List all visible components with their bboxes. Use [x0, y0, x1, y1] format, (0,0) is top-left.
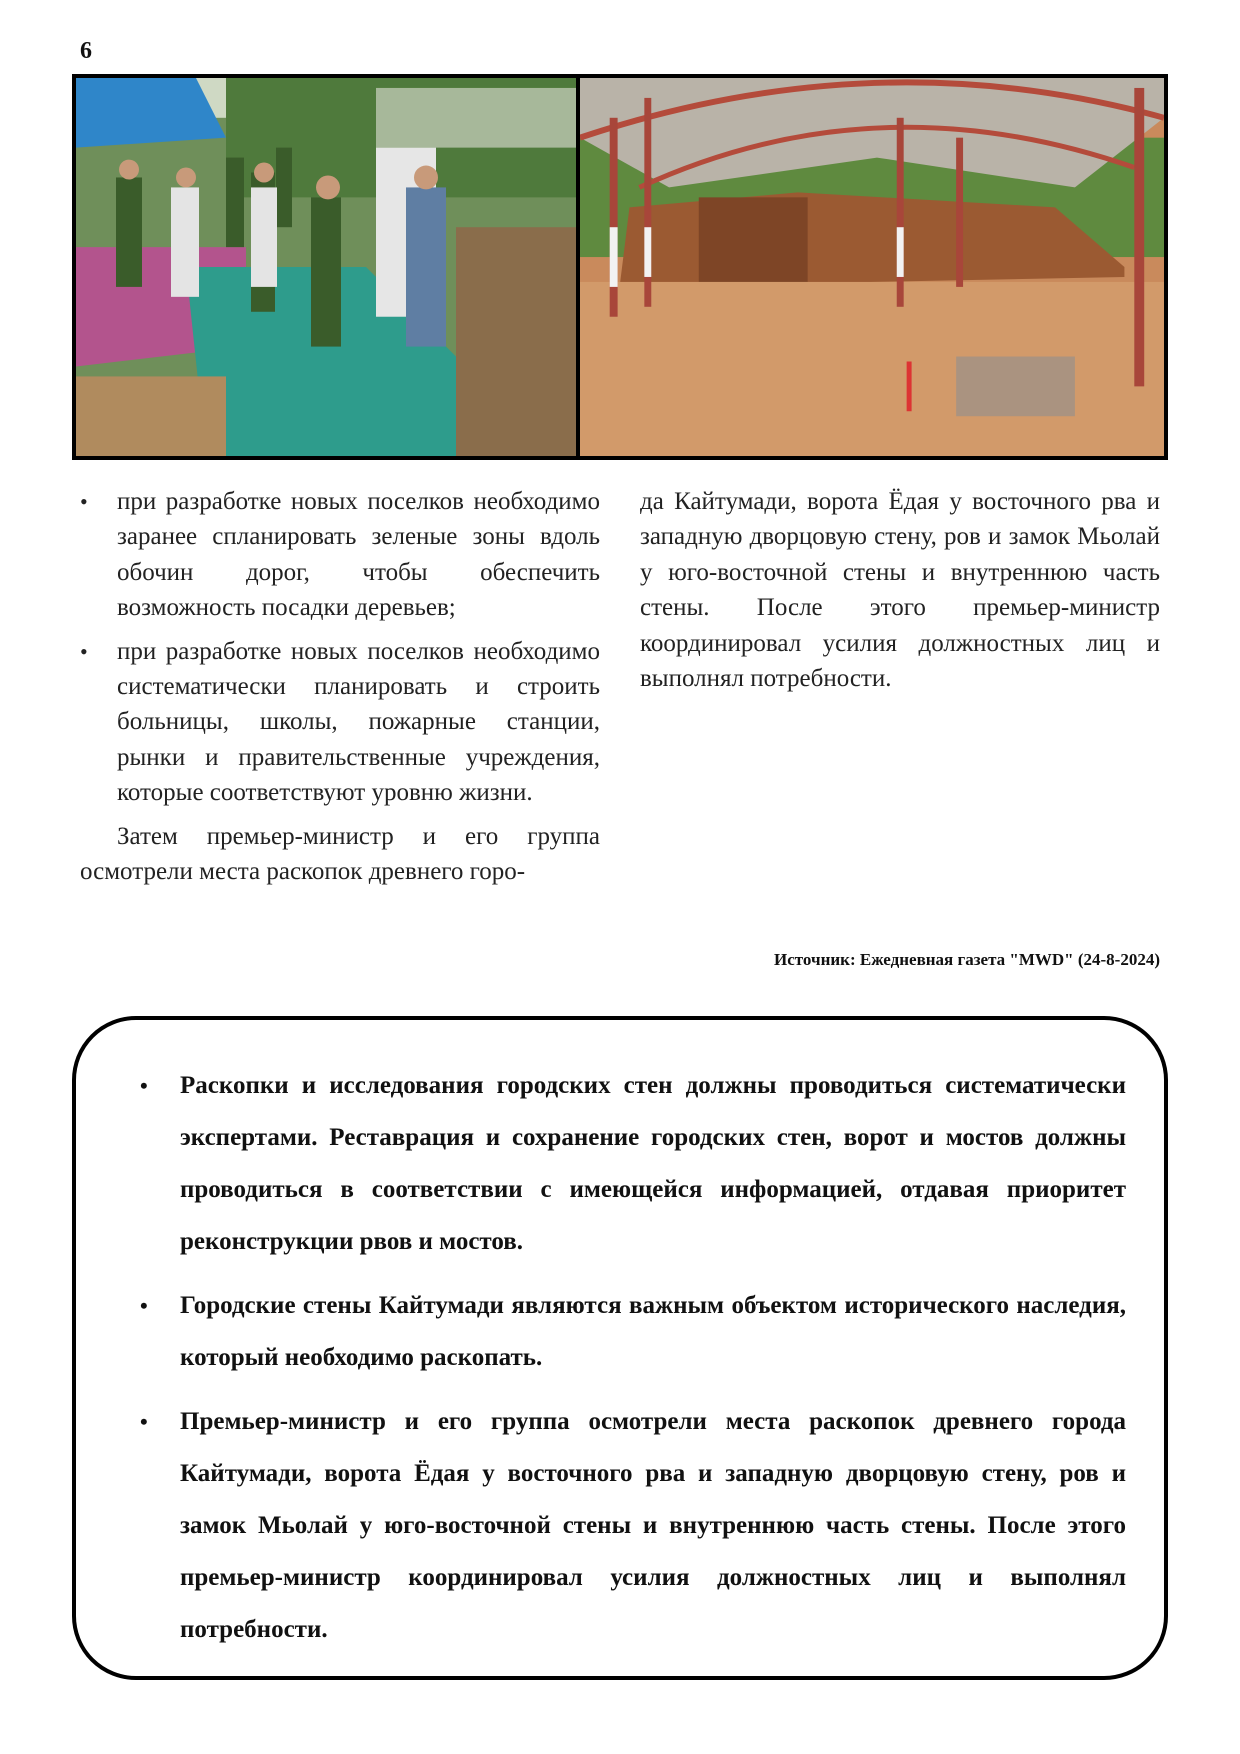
photo-officials-inspection	[76, 78, 576, 456]
summary-list	[116, 1060, 1126, 1656]
list-item-text: при разработке новых поселков необходимо заранее спланировать зеленые зоны вдоль обочин дорог, чтобы обеспечить возможность посадки деревьев;	[117, 488, 600, 622]
page-number: 6	[80, 38, 92, 64]
photo-frame	[72, 74, 1168, 460]
photo-excavation-shelter	[580, 78, 1164, 456]
summary-item-text: Городские стены Кайтумади являются важным объектом исторического наследия, который необходимо раскопать.	[180, 1292, 1126, 1371]
summary-item	[116, 1060, 1126, 1268]
summary-box	[72, 1016, 1168, 1680]
bullet-icon: •	[140, 1293, 148, 1318]
left-text-column	[80, 484, 600, 889]
summary-item-text: Премьер-министр и его группа осмотрели места раскопок древнего города Кайтумади, ворота Ёдая у восточного рва и западную дворцовую стену, ров и замок Мьолай у юго-восточной стены и внутреннюю часть стены. После этого премьер-министр координировал усилия должностных лиц и выполнял потребности.	[180, 1408, 1126, 1643]
right-paragraph: да Кайтумади, ворота Ёдая у восточного рва и западную дворцовую стену, ров и замок Мьолай у юго-восточной стены и внутреннюю часть стены. После этого премьер-министр координировал усилия должностных лиц и выполнял потребности.	[640, 488, 1160, 693]
officials-photo-illustration	[76, 78, 576, 456]
list-item	[80, 484, 600, 626]
bullet-icon: •	[140, 1409, 148, 1434]
summary-item-text: Раскопки и исследования городских стен должны проводиться систематически экспертами. Реставрация и сохранение городских стен, ворот и мостов должны проводиться в соответствии с имеющейся информацией, отдавая приоритет реконструкции рвов и мостов.	[180, 1072, 1126, 1255]
excavation-photo-illustration	[580, 78, 1164, 456]
right-text-column	[640, 484, 1160, 696]
bullet-icon: •	[80, 489, 88, 514]
left-paragraph: Затем премьер-министр и его группа осмотрели места раскопок древнего горо-	[80, 822, 600, 886]
bullet-icon: •	[80, 638, 88, 664]
source-note: Источник: Ежедневная газета "MWD" (24-8-2024)	[774, 950, 1160, 969]
summary-item	[116, 1280, 1126, 1384]
list-item-text: при разработке новых поселков необходимо систематически планировать и строить больницы, школы, пожарные станции, рынки и правительственные учреждения, которые соответствуют уровню жизни.	[117, 637, 600, 807]
left-bullet-list	[80, 484, 600, 811]
summary-item	[116, 1396, 1126, 1656]
bullet-icon: •	[140, 1073, 148, 1098]
list-item	[80, 634, 600, 811]
